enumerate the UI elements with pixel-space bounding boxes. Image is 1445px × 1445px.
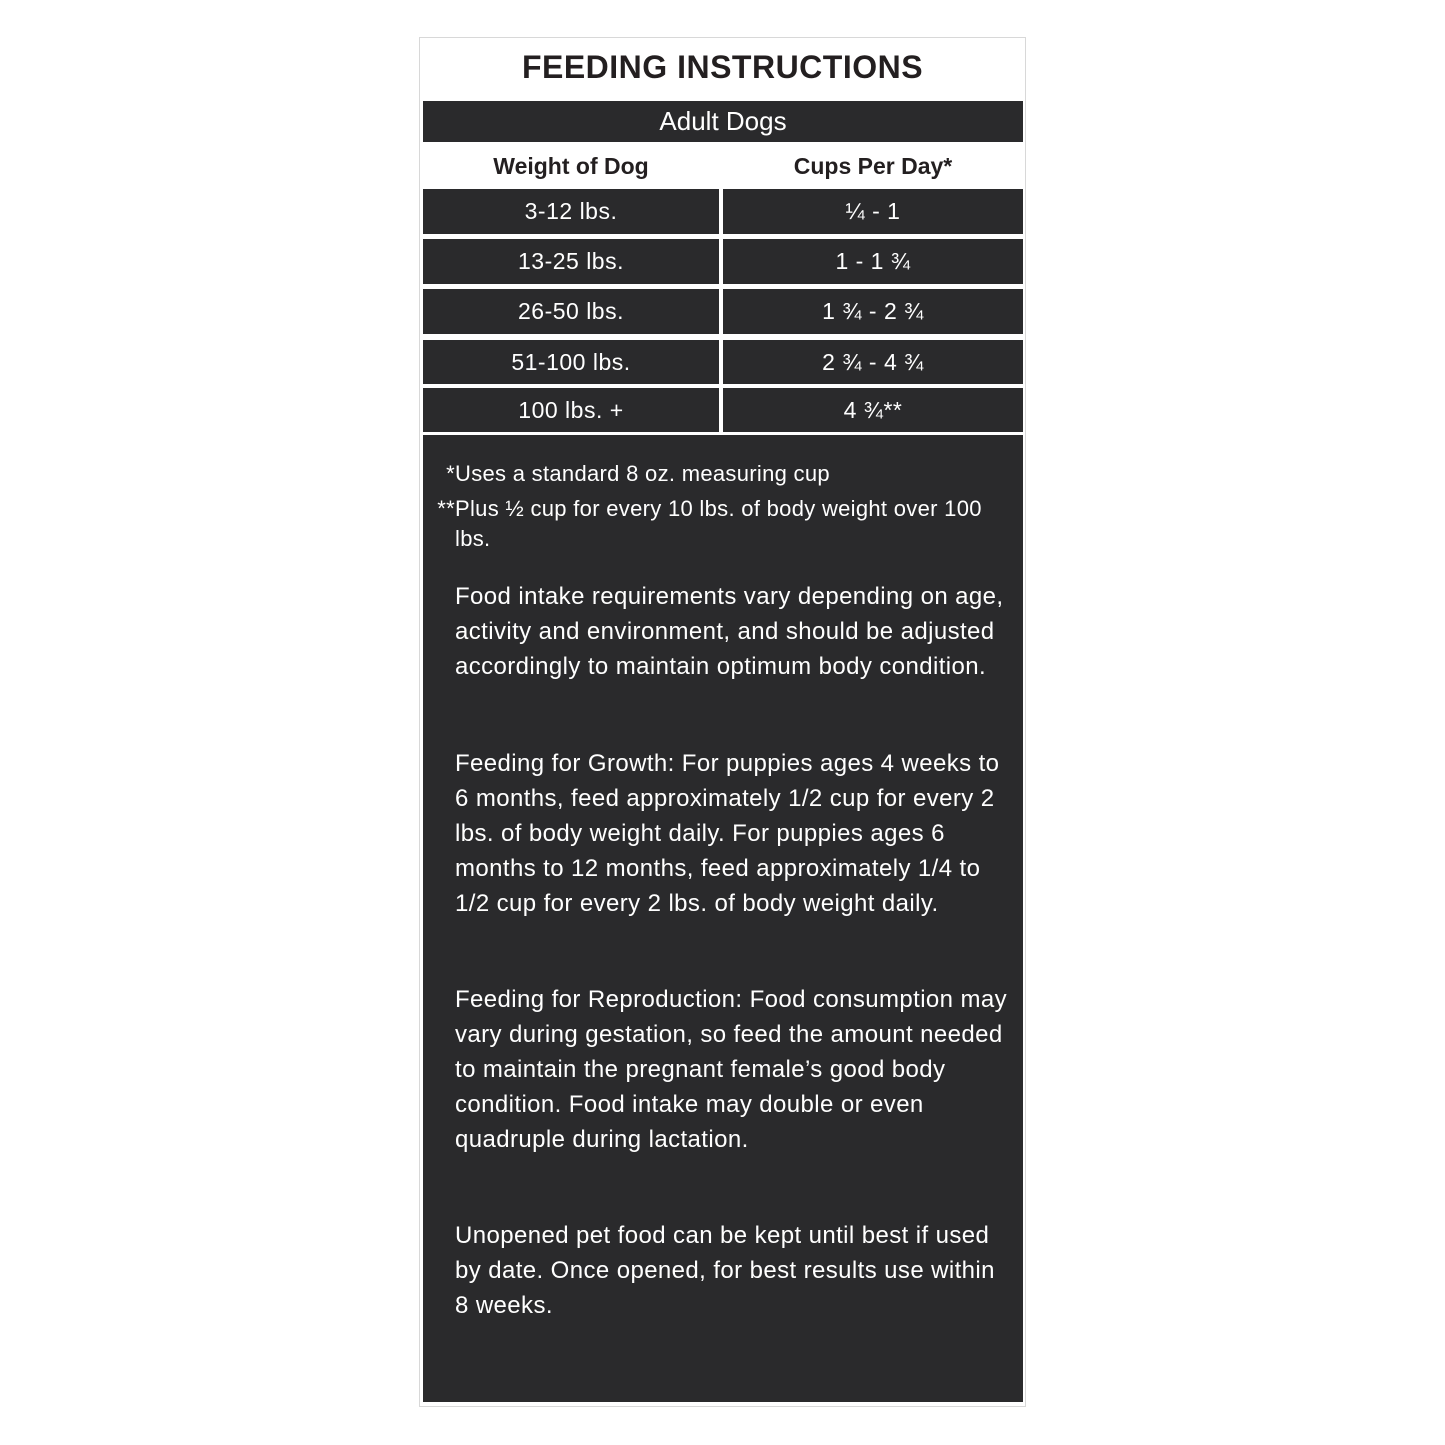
table-cell-weight: 100 lbs. + — [423, 388, 719, 432]
footnote-text: Plus ½ cup for every 10 lbs. of body weight over 100 lbs. — [455, 496, 982, 551]
page-title: FEEDING INSTRUCTIONS — [521, 49, 924, 85]
footnote-mark: ** — [437, 496, 455, 521]
column-header-weight: Weight of Dog — [493, 153, 649, 179]
footnote — [423, 494, 1013, 554]
feeding-instructions-card — [419, 37, 1026, 1407]
table-cell-weight: 13-25 lbs. — [423, 239, 719, 284]
footnote — [423, 459, 1013, 489]
table-cell-cups: 4 ¾** — [723, 388, 1023, 432]
paragraph-growth: Feeding for Growth: For puppies ages 4 weeks to 6 months, feed approximately 1/2 cup for every 2 lbs. of body weight daily. For puppies ages 6 months to 12 months, feed approximately 1/4 to 1/2 cup for every 2 lbs. of body weight daily. — [455, 750, 1000, 917]
footnote-text: Uses a standard 8 oz. measuring cup — [455, 461, 830, 486]
column-header-cups: Cups Per Day* — [793, 153, 953, 179]
footnote-mark: * — [446, 461, 455, 486]
paragraph-storage: Unopened pet food can be kept until best if used by date. Once opened, for best results use within 8 weeks. — [455, 1222, 995, 1319]
table-cell-weight: 51-100 lbs. — [423, 340, 719, 384]
table-cell-cups: 1 ¾ - 2 ¾ — [723, 289, 1023, 334]
table-section-header: Adult Dogs — [423, 101, 1023, 142]
table-cell-weight: 3-12 lbs. — [423, 189, 719, 234]
table-cell-cups: ¼ - 1 — [723, 189, 1023, 234]
notes-panel — [423, 435, 1023, 1402]
table-cell-cups: 2 ¾ - 4 ¾ — [723, 340, 1023, 384]
paragraph-intake: Food intake requirements vary depending on age, activity and environment, and should be adjusted accordingly to maintain optimum body condition. — [455, 583, 1004, 680]
table-cell-cups: 1 - 1 ¾ — [723, 239, 1023, 284]
paragraph-reproduction: Feeding for Reproduction: Food consumption may vary during gestation, so feed the amount needed to maintain the pregnant female’s good body condition. Food intake may double or even quadruple during lactation. — [455, 986, 1008, 1153]
table-cell-weight: 26-50 lbs. — [423, 289, 719, 334]
